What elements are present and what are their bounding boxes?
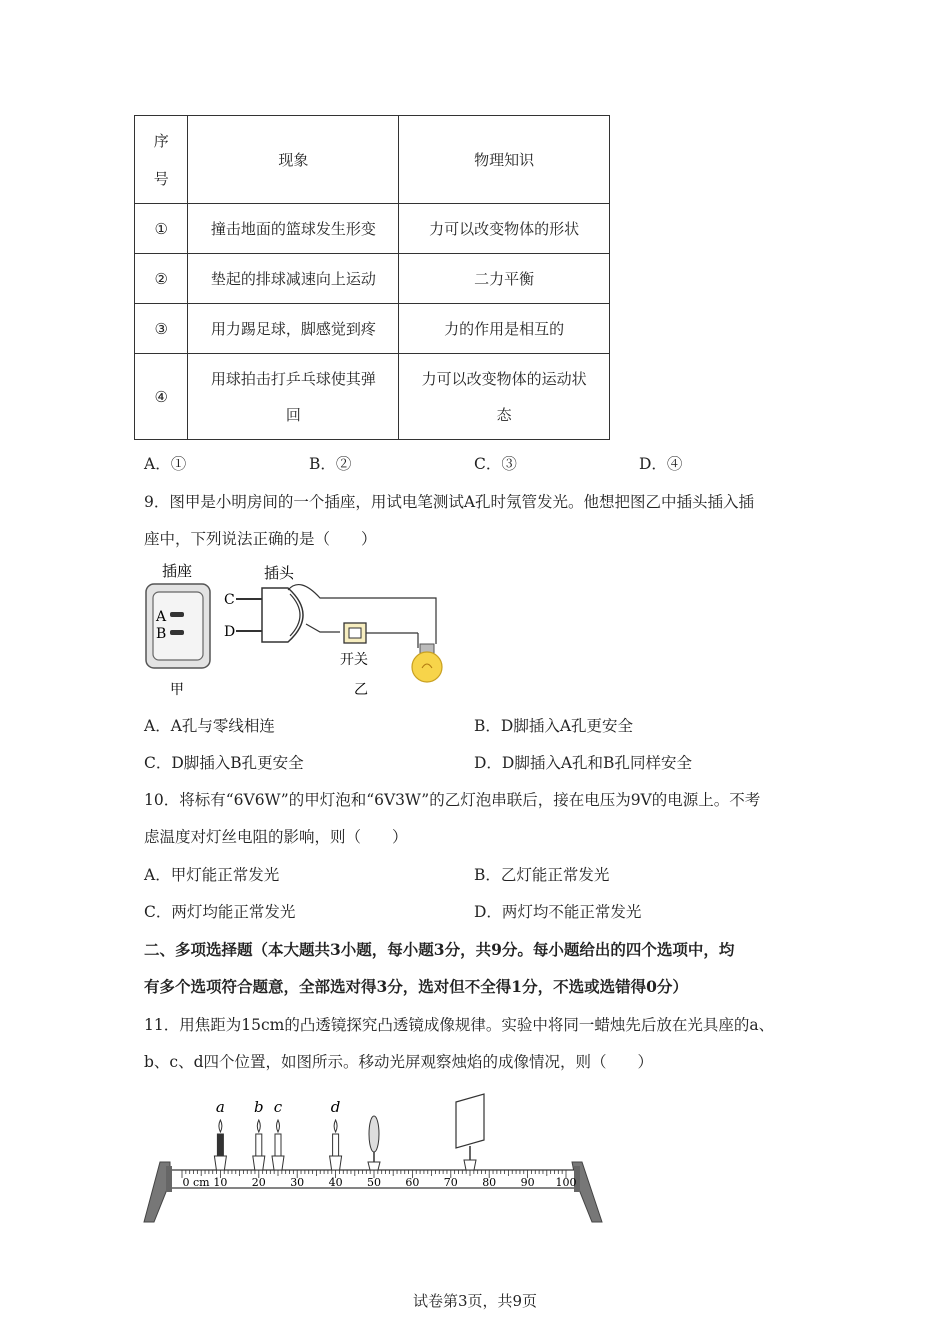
row-phenomenon: 用球拍击打乒乓球使其弹回	[188, 354, 399, 440]
candle-position-label: d	[330, 1098, 341, 1116]
candle-body	[275, 1134, 281, 1156]
q11-stem-line1: 11．用焦距为15cm的凸透镜探究凸透镜成像规律。实验中将同一蜡烛先后放在光具座的a、	[144, 1016, 775, 1034]
tick-label: 50	[367, 1176, 381, 1189]
screen-panel	[456, 1094, 484, 1148]
q9-figure	[140, 556, 450, 702]
light-screen	[456, 1094, 484, 1170]
q9-option-c[interactable]: C．D脚插入B孔更安全	[144, 754, 304, 772]
table-header-cell: 物理知识	[399, 116, 610, 204]
table-row	[135, 254, 610, 304]
candle-flame	[277, 1120, 280, 1132]
hole-b-label: B	[156, 626, 167, 642]
q10-stem-line2: 虑温度对灯丝电阻的影响，则（ ）	[144, 828, 408, 846]
candle-position-label: b	[253, 1098, 264, 1116]
tick-label: 0 cm	[182, 1176, 210, 1189]
table-header-cell	[135, 116, 188, 204]
candle-flame	[334, 1120, 337, 1132]
lens-glass	[369, 1116, 379, 1152]
screen-holder	[464, 1160, 476, 1170]
section2-line1: 二、多项选择题（本大题共3小题，每小题3分，共9分。每小题给出的四个选项中，均	[144, 940, 735, 959]
candle-holder	[330, 1156, 342, 1170]
pin-d-label: D	[224, 624, 236, 640]
yi-label: 乙	[354, 682, 368, 698]
q10-option-d[interactable]: D．两灯均不能正常发光	[474, 903, 642, 921]
table-header-cell: 现象	[188, 116, 399, 204]
header-xu: 序	[153, 131, 169, 150]
candle-body	[333, 1134, 339, 1156]
tick-label: 20	[251, 1176, 266, 1189]
q8-option-b[interactable]: B．②	[309, 455, 352, 473]
wire-neutral	[306, 624, 340, 632]
plug-label: 插头	[264, 564, 295, 582]
tick-label: 90	[520, 1176, 535, 1189]
lens-holder	[368, 1162, 380, 1170]
tick-label: 10	[213, 1176, 228, 1189]
q9-option-a[interactable]: A．A孔与零线相连	[144, 717, 275, 735]
table-row	[135, 304, 610, 354]
page-footer: 试卷第3页，共9页	[412, 1292, 538, 1310]
pin-c-label: C	[224, 592, 235, 608]
candle-position-label: a	[215, 1098, 225, 1116]
candle-body	[217, 1134, 223, 1156]
row-phenomenon: 用力踢足球，脚感觉到疼	[188, 304, 399, 354]
q8-option-a[interactable]: A．①	[144, 455, 187, 473]
table-row	[135, 204, 610, 254]
row-knowledge: 力可以改变物体的形状	[399, 204, 610, 254]
candle-position-label: c	[273, 1098, 283, 1116]
q10-option-c[interactable]: C．两灯均能正常发光	[144, 903, 296, 921]
convex-lens	[368, 1116, 380, 1170]
q8-option-c[interactable]: C．③	[474, 455, 517, 473]
header-hao: 号	[153, 169, 169, 188]
tick-label: 80	[482, 1176, 497, 1189]
q10-option-b[interactable]: B．乙灯能正常发光	[474, 866, 610, 884]
q11-stem-line2: b、c、d四个位置，如图所示。移动光屏观察烛焰的成像情况，则（ ）	[144, 1053, 654, 1071]
switch-button	[349, 628, 361, 638]
row-phenomenon: 撞击地面的篮球发生形变	[188, 204, 399, 254]
row-num: ①	[135, 204, 188, 254]
candle-holder	[272, 1156, 284, 1170]
hole-a-label: A	[156, 609, 167, 625]
q9-option-d[interactable]: D．D脚插入A孔和B孔同样安全	[474, 754, 692, 772]
section2-line2: 有多个选项符合题意，全部选对得3分，选对但不全得1分，不选或选错得0分）	[144, 977, 688, 996]
q9-stem-line2: 座中，下列说法正确的是（ ）	[144, 530, 377, 548]
tick-label: 40	[328, 1176, 343, 1189]
candle-body	[256, 1134, 262, 1156]
table-row	[135, 354, 610, 440]
tick-label: 70	[443, 1176, 458, 1189]
candle-flame	[219, 1120, 222, 1132]
q9-stem-line1: 9．图甲是小明房间的一个插座，用试电笔测试A孔时氖管发光。他想把图乙中插头插入插	[144, 493, 755, 511]
tick-label: 100	[555, 1176, 577, 1189]
row-num: ④	[135, 354, 188, 440]
socket-label: 插座	[162, 562, 193, 580]
q10-stem-line1: 10．将标有“6V6W”的甲灯泡和“6V3W”的乙灯泡串联后，接在电压为9V的电源上。不考	[144, 791, 761, 809]
row-phenomenon: 垫起的排球减速向上运动	[188, 254, 399, 304]
candle-holder	[214, 1156, 226, 1170]
candle-holder	[253, 1156, 265, 1170]
row-num: ③	[135, 304, 188, 354]
bulb-icon	[412, 652, 442, 682]
candle-flame	[257, 1120, 260, 1132]
tick-label: 30	[290, 1176, 305, 1189]
row-knowledge: 力可以改变物体的运动状态	[399, 354, 610, 440]
row-knowledge: 力的作用是相互的	[399, 304, 610, 354]
row-num: ②	[135, 254, 188, 304]
q8-table	[134, 115, 610, 440]
optical-bench-figure	[140, 1090, 610, 1226]
candles	[214, 1098, 341, 1170]
q10-option-a[interactable]: A．甲灯能正常发光	[144, 866, 280, 884]
table-header-row	[135, 116, 610, 204]
q8-option-d[interactable]: D．④	[639, 455, 683, 473]
row-knowledge: 二力平衡	[399, 254, 610, 304]
jia-label: 甲	[170, 682, 184, 698]
q9-option-b[interactable]: B．D脚插入A孔更安全	[474, 717, 634, 735]
switch-label: 开关	[340, 652, 368, 668]
plug-body	[262, 588, 303, 642]
hole-a	[170, 612, 184, 617]
hole-b	[170, 630, 184, 635]
tick-label: 60	[405, 1176, 420, 1189]
